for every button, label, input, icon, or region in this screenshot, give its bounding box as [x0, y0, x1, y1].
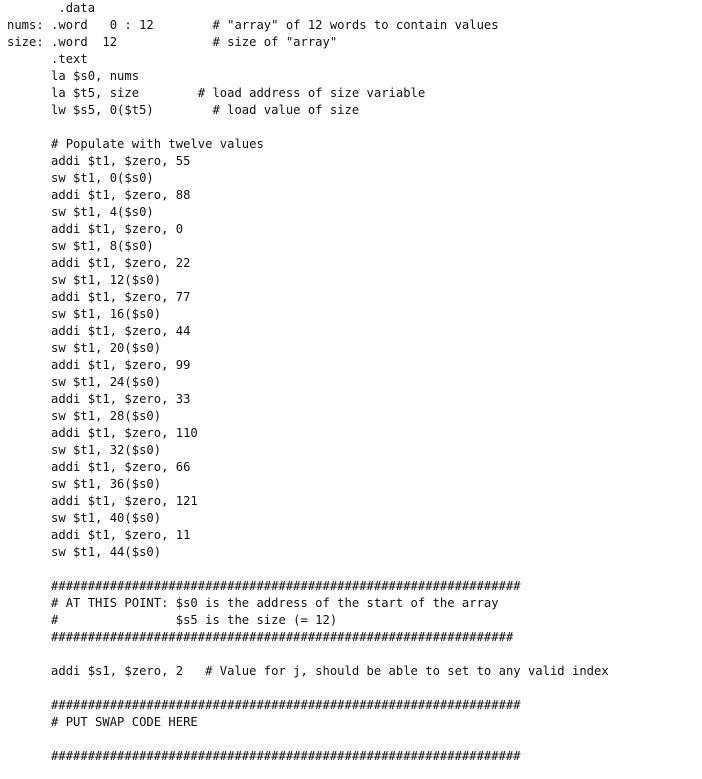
- code-line: ################################################################: [7, 749, 521, 763]
- code-line: addi $t1, $zero, 55: [7, 154, 191, 168]
- code-line: addi $t1, $zero, 0: [7, 222, 184, 236]
- code-line: sw $t1, 8($s0): [7, 239, 154, 253]
- code-line: addi $t1, $zero, 77: [7, 290, 191, 304]
- code-line: sw $t1, 44($s0): [7, 545, 162, 559]
- code-line: addi $t1, $zero, 33: [7, 392, 191, 406]
- code-line: .text: [7, 52, 88, 66]
- code-listing: [7, 0, 609, 765]
- code-line: ################################################################: [7, 579, 521, 593]
- code-line: sw $t1, 12($s0): [7, 273, 162, 287]
- code-line: sw $t1, 40($s0): [7, 511, 162, 525]
- code-line: .data: [7, 1, 96, 15]
- code-line: sw $t1, 36($s0): [7, 477, 162, 491]
- code-line: nums: .word 0 : 12 # "array" of 12 words to contain values: [7, 18, 499, 32]
- code-line: ###############################################################: [7, 630, 514, 644]
- code-line: # AT THIS POINT: $s0 is the address of the start of the array: [7, 596, 499, 610]
- code-line: # $s5 is the size (= 12): [7, 613, 338, 627]
- code-line: addi $t1, $zero, 99: [7, 358, 191, 372]
- code-line: # PUT SWAP CODE HERE: [7, 715, 198, 729]
- code-line: la $t5, size # load address of size variable: [7, 86, 426, 100]
- code-line: [7, 680, 609, 697]
- code-line: sw $t1, 20($s0): [7, 341, 162, 355]
- code-line: [7, 119, 609, 136]
- code-line: sw $t1, 24($s0): [7, 375, 162, 389]
- code-line: addi $t1, $zero, 22: [7, 256, 191, 270]
- code-line: addi $t1, $zero, 66: [7, 460, 191, 474]
- code-line: sw $t1, 0($s0): [7, 171, 154, 185]
- code-line: la $s0, nums: [7, 69, 140, 83]
- code-line: addi $s1, $zero, 2 # Value for j, should be able to set to any valid index: [7, 664, 609, 678]
- code-line: # Populate with twelve values: [7, 137, 264, 151]
- code-line: [7, 561, 609, 578]
- code-line: addi $t1, $zero, 110: [7, 426, 198, 440]
- code-line: [7, 731, 609, 748]
- code-line: size: .word 12 # size of "array": [7, 35, 338, 49]
- code-line: addi $t1, $zero, 121: [7, 494, 198, 508]
- code-line: addi $t1, $zero, 44: [7, 324, 191, 338]
- code-line: sw $t1, 16($s0): [7, 307, 162, 321]
- code-line: addi $t1, $zero, 88: [7, 188, 191, 202]
- code-line: [7, 646, 609, 663]
- code-line: ################################################################: [7, 698, 521, 712]
- code-line: sw $t1, 28($s0): [7, 409, 162, 423]
- code-line: sw $t1, 32($s0): [7, 443, 162, 457]
- code-line: lw $s5, 0($t5) # load value of size: [7, 103, 360, 117]
- code-line: addi $t1, $zero, 11: [7, 528, 191, 542]
- code-line: sw $t1, 4($s0): [7, 205, 154, 219]
